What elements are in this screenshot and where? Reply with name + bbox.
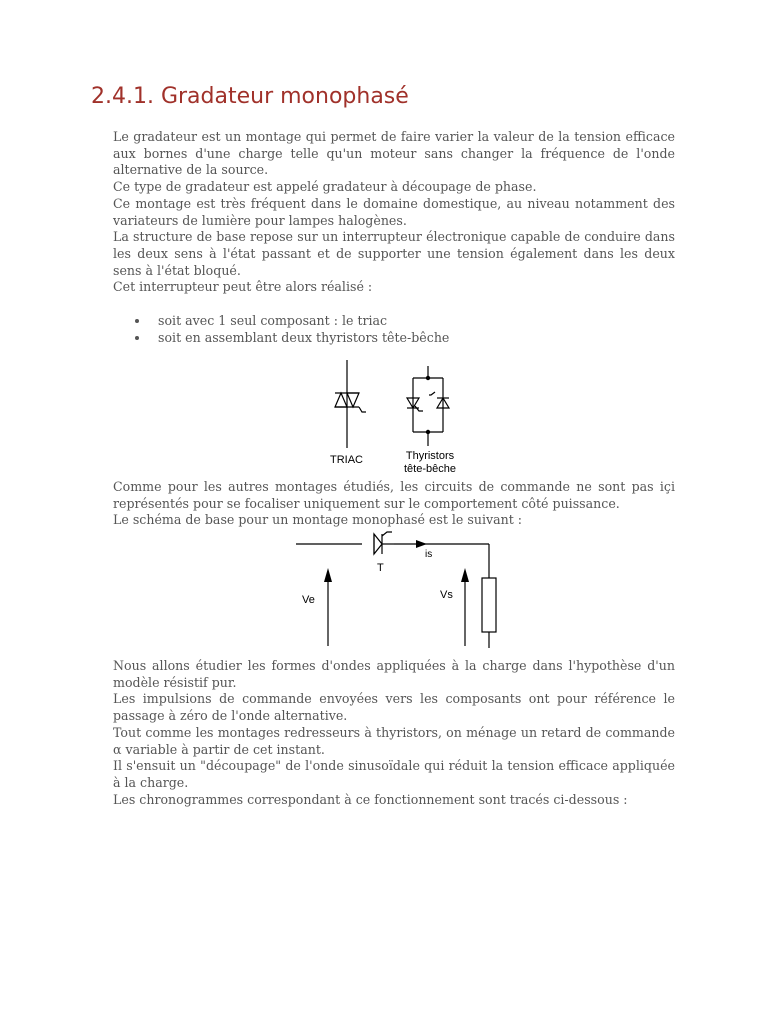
thyristors-label-line1: Thyristors [405, 450, 455, 462]
list-item [113, 330, 675, 347]
paragraph: Le schéma de base pour un montage monophasé est le suivant : [113, 512, 523, 528]
paragraph: Ce montage est très fréquent dans le domaine domestique, au niveau notamment des variateurs de lumière pour lampes halogènes. [113, 195, 675, 228]
input-voltage-label: Ve [302, 594, 315, 606]
thyristors-label [398, 450, 462, 476]
intro-text [113, 129, 675, 296]
thyristors-symbol [401, 366, 461, 446]
current-label: is [425, 549, 433, 560]
paragraph: Il s'ensuit un "découpage" de l'onde sinusoïdale qui réduit la tension efficace appliquée à la charge. [113, 758, 675, 790]
section-heading: 2.4.1. Gradateur monophasé [91, 84, 409, 109]
paragraph: Cet interrupteur peut être alors réalisé : [113, 279, 373, 295]
circuit-schematic [296, 530, 516, 650]
paragraph: Les impulsions de commande envoyées vers les composants ont pour référence le passage à zéro de l'onde alternative. [113, 691, 675, 724]
triac-symbol [328, 360, 368, 450]
output-voltage-label: Vs [440, 589, 453, 601]
bullet-icon [135, 319, 139, 323]
paragraph: Nous allons étudier les formes d'ondes appliquées à la charge dans l'hypothèse d'un modèle résistif pur. [113, 658, 675, 690]
component-options-list [113, 313, 675, 346]
paragraph: Le gradateur est un montage qui permet de faire varier la valeur de la tension efficace aux bornes d'une charge telle qu'un moteur sans changer la fréquence de l'onde alternative de la source. [113, 129, 675, 178]
triac-label: TRIAC [330, 454, 363, 466]
paragraph: Ce type de gradateur est appelé gradateur à découpage de phase. [113, 179, 537, 195]
analysis-text [113, 658, 675, 808]
paragraph: La structure de base repose sur un interrupteur électronique capable de conduire dans les deux sens à l'état passant et de supporter une tension également dans les deux sens à l'état bloqué. [113, 229, 675, 278]
paragraph: Comme pour les autres montages étudiés, les circuits de commande ne sont pas içi représentés pour se focaliser uniquement sur le comportement côté puissance. [113, 479, 675, 511]
middle-text [113, 479, 675, 529]
switch-label: T [377, 562, 384, 574]
list-item [113, 313, 675, 330]
bullet-icon [135, 336, 139, 340]
paragraph: Tout comme les montages redresseurs à thyristors, on ménage un retard de commande α variable à partir de cet instant. [113, 724, 675, 757]
list-item-text: soit avec 1 seul composant : le triac [158, 313, 388, 328]
list-item-text: soit en assemblant deux thyristors tête-bêche [158, 329, 450, 345]
paragraph: Les chronogrammes correspondant à ce fonctionnement sont tracés ci-dessous : [113, 791, 628, 807]
thyristors-label-line2: tête-bêche [404, 463, 456, 475]
